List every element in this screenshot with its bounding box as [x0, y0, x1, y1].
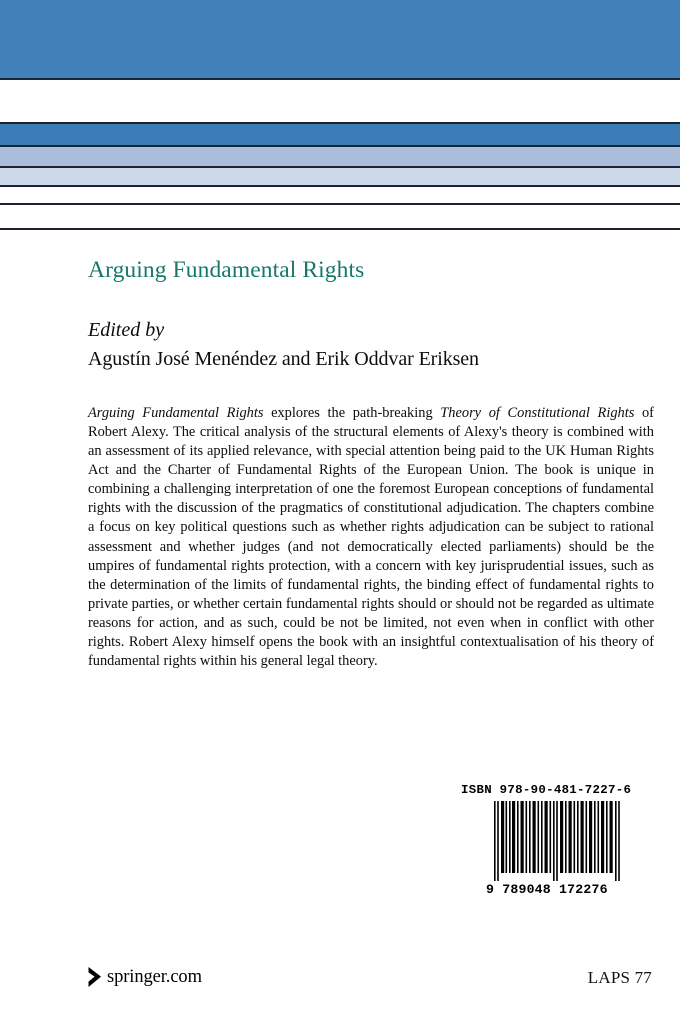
stripe-light-blue [0, 168, 680, 185]
divider-rule-1 [0, 78, 680, 80]
blurb-paragraph: Arguing Fundamental Rights explores the path-breaking Theory of Constitutional Rights of Robert Alexy. The critical analysis of the structural elements of Alexy's theory is combined with an assessment of its applied relevance, with special attention being paid to the UK Human Rights Act and the Charter of Fundamental Rights of the European Union. The book is unique in combining a challenging interpretation of one the foremost European conceptions of fundamental rights with the discussion of the pragmatics of constitutional adjudication. The chapters combine a focus on key political questions such as whether rights adjudication can be subject to rational assessment and whether judges (and not democratically elected parliaments) should be the umpires of fundamental rights protection, with a concern with key jurisprudential issues, such as the determination of the limits of fundamental rights, the binding effect of fundamental rights to private parties, or whether certain fundamental rights should or should not be regarded as ultimate reasons for action, and as such, could be not be limited, not even when in conflict with other rights. Robert Alexy himself opens the book with an insightful contextualisation of his theory of fundamental rights within his general legal theory. [88, 404, 654, 670]
chevron-right-icon [86, 966, 103, 988]
isbn-barcode-block [461, 783, 632, 897]
springer-logo[interactable] [86, 966, 202, 988]
isbn-text: ISBN 978-90-481-7227-6 [461, 783, 632, 797]
editor-names: Agustín José Menéndez and Erik Oddvar Eriksen [88, 347, 479, 370]
page-title: Arguing Fundamental Rights [88, 257, 365, 283]
stripe-dark-blue [0, 124, 680, 145]
divider-rule-6 [0, 203, 680, 205]
ean-digits: 9 789048 172276 [486, 882, 608, 897]
cover-content [88, 258, 654, 671]
top-blue-band [0, 0, 680, 78]
divider-rule-7 [0, 228, 680, 230]
divider-rule-5 [0, 185, 680, 187]
stripe-mid-blue [0, 147, 680, 166]
springer-wordmark: springer.com [107, 966, 202, 987]
edited-by-label: Edited by [88, 318, 165, 341]
series-code: LAPS 77 [587, 968, 652, 987]
ean13-barcode-icon [492, 801, 624, 881]
